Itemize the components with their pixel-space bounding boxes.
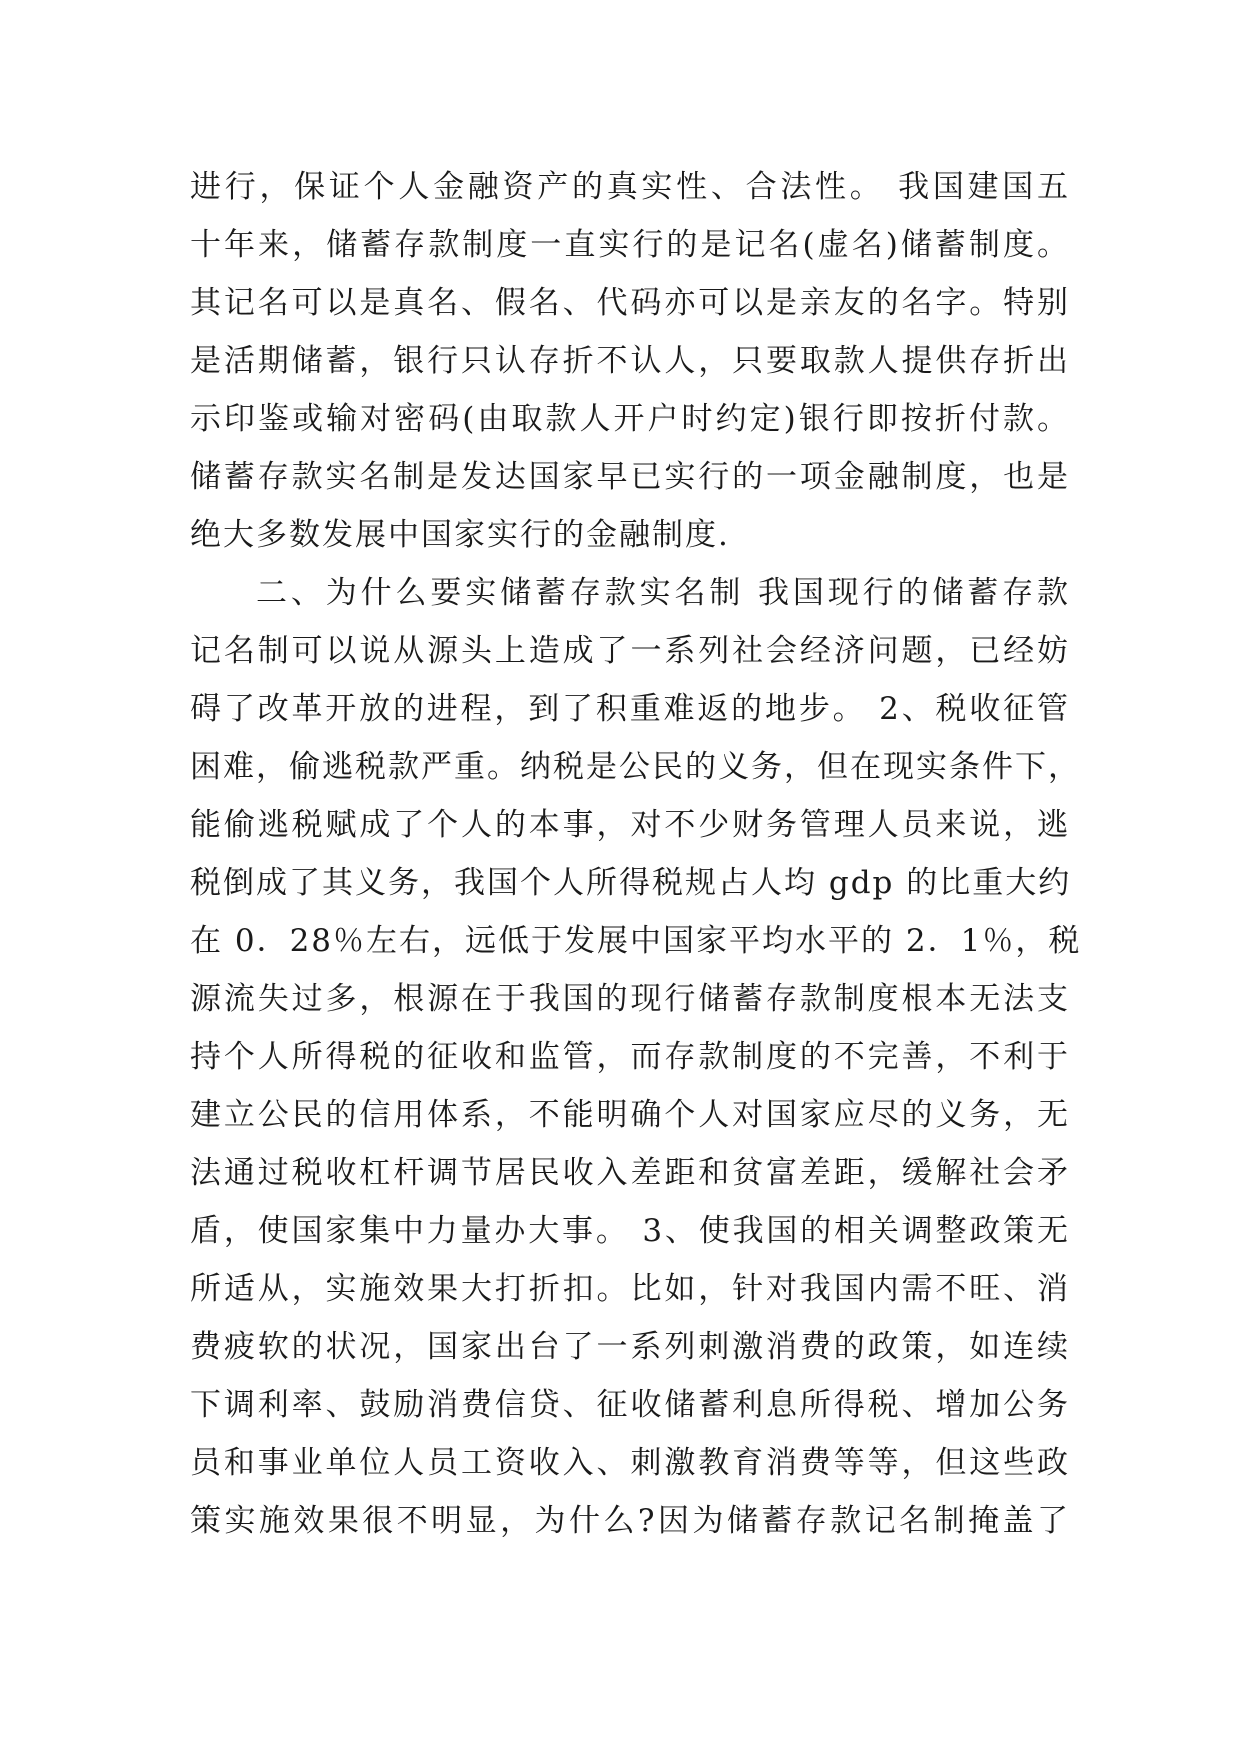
text-line: 其记名可以是真名、假名、代码亦可以是亲友的名字。特别 <box>190 285 1070 321</box>
text-line: 碍了改革开放的进程，到了积重难返的地步。 2、税收征管 <box>190 691 1070 727</box>
text-line: 记名制可以说从源头上造成了一系列社会经济问题，已经妨 <box>190 633 1070 669</box>
text-line: 盾，使国家集中力量办大事。 3、使我国的相关调整政策无 <box>190 1213 1070 1249</box>
text-line: 进行，保证个人金融资产的真实性、合法性。 我国建国五 <box>190 169 1070 205</box>
text-line: 法通过税收杠杆调节居民收入差距和贫富差距，缓解社会矛 <box>190 1155 1070 1191</box>
text-line: 所适从，实施效果大打折扣。比如，针对我国内需不旺、消 <box>190 1271 1070 1307</box>
text-line: 源流失过多，根源在于我国的现行储蓄存款制度根本无法支 <box>190 981 1070 1017</box>
text-line: 困难，偷逃税款严重。纳税是公民的义务，但在现实条件下， <box>190 749 1081 785</box>
text-line: 示印鉴或输对密码(由取款人开户时约定)银行即按折付款。 <box>190 401 1070 437</box>
text-line: 十年来，储蓄存款制度一直实行的是记名(虚名)储蓄制度。 <box>190 227 1070 263</box>
body-text <box>190 158 1082 1550</box>
text-line: 能偷逃税赋成了个人的本事，对不少财务管理人员来说，逃 <box>190 807 1070 843</box>
text-line: 在 0．28％左右，远低于发展中国家平均水平的 2．1％，税 <box>190 923 1082 959</box>
text-line: 下调利率、鼓励消费信贷、征收储蓄利息所得税、增加公务 <box>190 1387 1070 1423</box>
text-line: 费疲软的状况，国家出台了一系列刺激消费的政策，如连续 <box>190 1329 1070 1365</box>
section-heading-line: 二、为什么要实储蓄存款实名制 我国现行的储蓄存款 <box>256 575 1070 611</box>
text-line: 员和事业单位人员工资收入、刺激教育消费等等，但这些政 <box>190 1445 1070 1481</box>
text-line: 是活期储蓄，银行只认存折不认人，只要取款人提供存折出 <box>190 343 1070 379</box>
text-line: 储蓄存款实名制是发达国家早已实行的一项金融制度，也是 <box>190 459 1070 495</box>
text-line: 税倒成了其义务，我国个人所得税规占人均 gdp 的比重大约 <box>190 865 1072 901</box>
text-line: 建立公民的信用体系，不能明确个人对国家应尽的义务，无 <box>190 1097 1070 1133</box>
text-line: 策实施效果很不明显，为什么?因为储蓄存款记名制掩盖了 <box>190 1503 1070 1539</box>
text-line: 持个人所得税的征收和监管，而存款制度的不完善，不利于 <box>190 1039 1070 1075</box>
text-line: 绝大多数发展中国家实行的金融制度. <box>190 517 730 553</box>
